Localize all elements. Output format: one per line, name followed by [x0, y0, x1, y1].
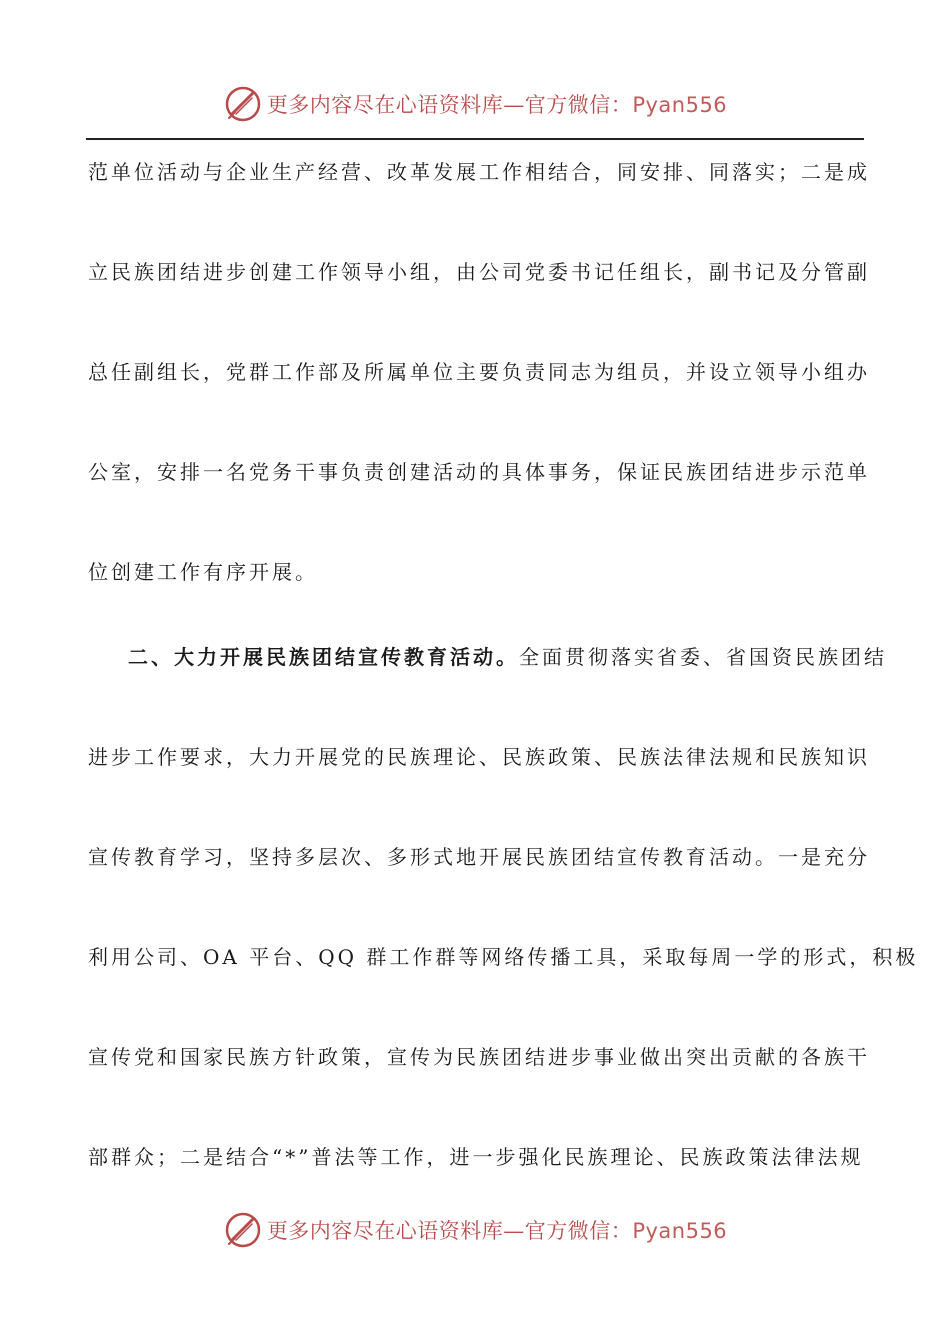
- pen-logo-icon: [223, 84, 263, 124]
- paragraph-2: [88, 607, 919, 1207]
- footer-watermark: [0, 1208, 950, 1252]
- header-watermark-handle: Pyan556: [632, 93, 728, 117]
- footer-watermark-text: 更多内容尽在心语资料库—官方微信：: [266, 1219, 633, 1243]
- paragraph-2-first-line: [88, 607, 887, 707]
- paragraph-1-line: 公室，安排一名党务干事负责创建活动的具体事务，保证民族团结进步示范单: [88, 460, 870, 484]
- paragraph-2-line: 宣传教育学习，坚持多层次、多形式地开展民族团结宣传教育活动。一是充分: [88, 845, 870, 869]
- paragraph-2-line: 全面贯彻落实省委、省国资民族团结: [519, 645, 887, 669]
- section-heading: 二、大力开展民族团结宣传教育活动。: [128, 645, 519, 669]
- footer-watermark-handle: Pyan556: [632, 1219, 728, 1243]
- header-watermark: [0, 82, 950, 126]
- pen-logo-icon: [223, 1210, 263, 1250]
- paragraph-1-line: 总任副组长，党群工作部及所属单位主要负责同志为组员，并设立领导小组办: [88, 360, 870, 384]
- paragraph-2-line: 宣传党和国家民族方针政策，宣传为民族团结进步事业做出突出贡献的各族干: [88, 1045, 870, 1069]
- paragraph-2-line: 进步工作要求，大力开展党的民族理论、民族政策、民族法律法规和民族知识: [88, 745, 870, 769]
- header-watermark-text: 更多内容尽在心语资料库—官方微信：: [266, 93, 633, 117]
- paragraph-2-line: 部群众；二是结合“*”普法等工作，进一步强化民族理论、民族政策法律法规: [88, 1145, 864, 1169]
- paragraph-1-line: 立民族团结进步创建工作领导小组，由公司党委书记任组长，副书记及分管副: [88, 260, 870, 284]
- paragraph-1-line: 范单位活动与企业生产经营、改革发展工作相结合，同安排、同落实；二是成: [88, 160, 870, 184]
- paragraph-2-line: 利用公司、OA 平台、QQ 群工作群等网络传播工具，采取每周一学的形式，积极: [88, 945, 919, 969]
- paragraph-1: [88, 122, 870, 622]
- paragraph-1-line: 位创建工作有序开展。: [88, 560, 318, 584]
